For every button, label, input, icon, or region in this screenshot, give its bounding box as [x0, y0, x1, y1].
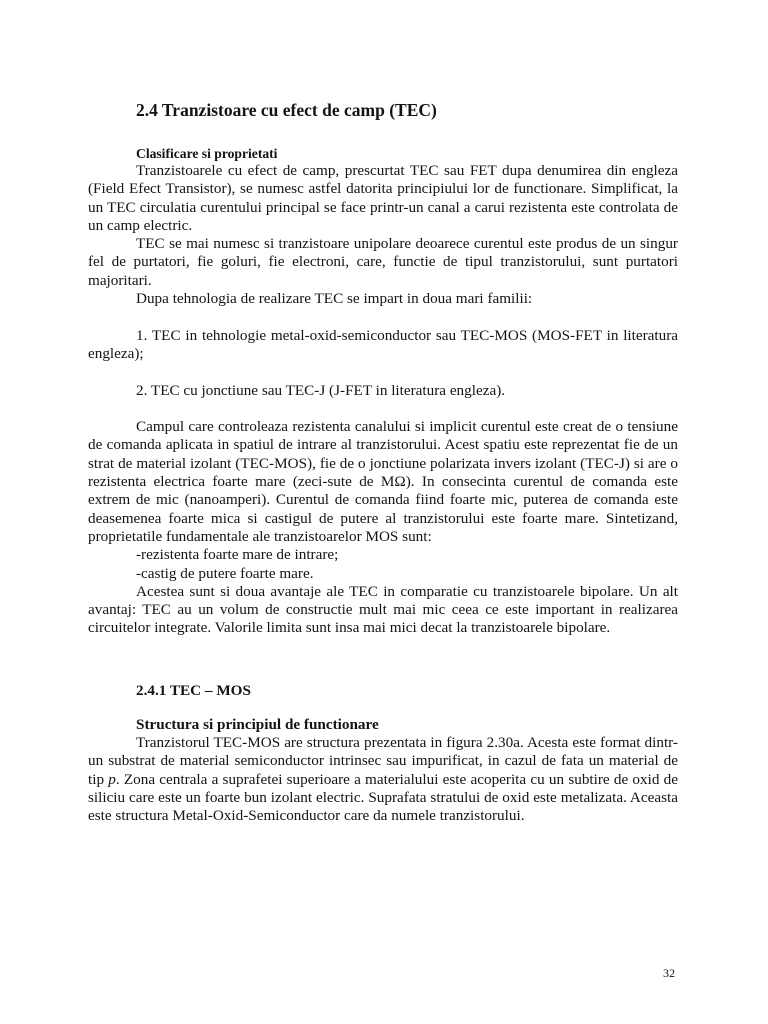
- paragraph-4: Campul care controleaza rezistenta canalului si implicit curentul este creat de o tensiune de comanda aplicata in spatiul de intrare al tranzistorului. Acest spatiu este reprezentat fie de un strat de material izolant (TEC-MOS), fie de o jonctiune polarizata invers izolant (TEC-J) si are o rezistenta electrica foarte mare (zeci-sute de MΩ). In consecinta curentul de comanda este extrem de mic (nanoamperi). Curentul de comanda fiind foarte mic, puterea de comanda este deasemenea foarte mica si castigul de putere al tranzistorului este foarte mare. Sintetizand, proprietatile fundamentale ale tranzistoarelor MOS sunt:: [88, 418, 678, 545]
- page-content: [88, 100, 678, 826]
- section-title: 2.4 Tranzistoare cu efect de camp (TEC): [136, 100, 437, 120]
- family-item-1: 1. TEC in tehnologie metal-oxid-semiconductor sau TEC-MOS (MOS-FET in literatura engleza);: [88, 326, 678, 362]
- page-number: 32: [663, 966, 675, 980]
- properties-list: [88, 546, 678, 583]
- paragraph-5: Acestea sunt si doua avantaje ale TEC in comparatie cu tranzistoarele bipolare. Un alt avantaj: TEC au un volum de constructie mult mai mic ceea ce este important in realizarea circuitelor integrate. Valorile limita sunt insa mai mici decat la tranzistoarele bipolare.: [88, 582, 678, 637]
- paragraph-6: Tranzistorul TEC-MOS are structura prezentata in figura 2.30a. Acesta este format dintr-un substrat de material semiconductor intrinsec sau impurificat, in cazul de fata un material de tip p. Zona centrala a suprafetei superioare a materialului este acoperita cu un subtire de oxid de siliciu care este un foarte bun izolant electric. Suprafata stratului de oxid este metalizata. Aceasta este structura Metal-Oxid-Semiconductor care da numele tranzistorului.: [88, 734, 678, 825]
- paragraph-1: Tranzistoarele cu efect de camp, prescurtat TEC sau FET dupa denumirea din engleza (Field Efect Transistor), se numesc astfel datorita principiului lor de functionare. Simplificat, la un TEC circulatia curentului principal se face printr-un canal a carui rezistenta este controlata de un camp electric.: [88, 162, 678, 234]
- list-item: -castig de putere foarte mare.: [136, 564, 314, 582]
- subsection-heading: Clasificare si proprietati: [136, 146, 278, 161]
- family-item-2: 2. TEC cu jonctiune sau TEC-J (J-FET in literatura engleza).: [136, 381, 506, 399]
- paragraph-3: Dupa tehnologia de realizare TEC se impart in doua mari familii:: [136, 290, 533, 308]
- subsection-title: 2.4.1 TEC – MOS: [136, 682, 251, 700]
- structure-heading: Structura si principiul de functionare: [136, 716, 379, 734]
- list-item: -rezistenta foarte mare de intrare;: [136, 546, 339, 564]
- paragraph-2: TEC se mai numesc si tranzistoare unipolare deoarece curentul este produs de un singur fel de purtatori, fie goluri, fie electroni, care, functie de tipul tranzistorului, sunt purtatori majoritari.: [88, 235, 678, 289]
